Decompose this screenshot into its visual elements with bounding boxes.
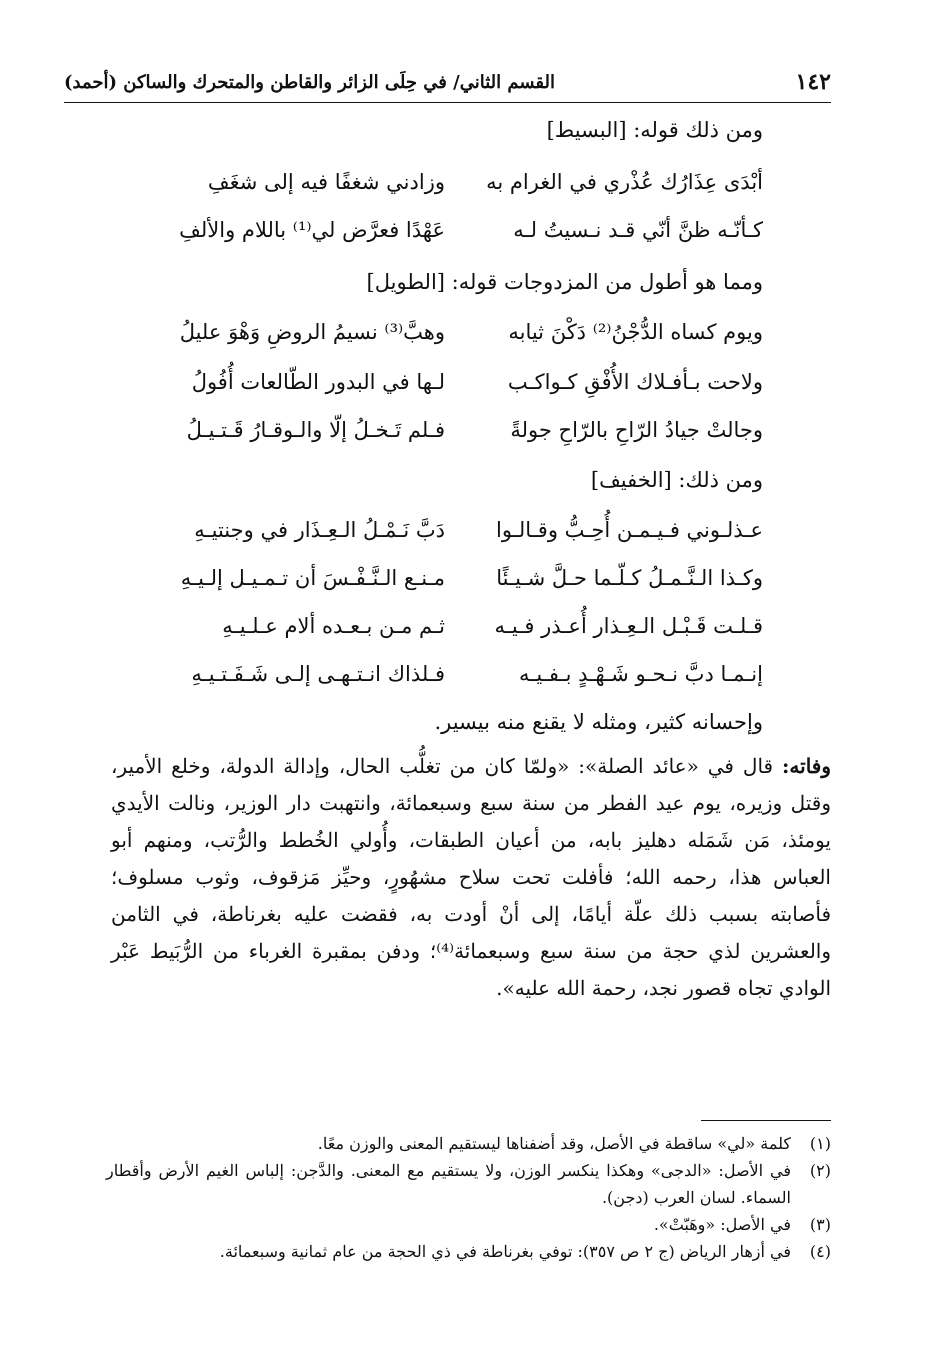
verse-left-hemistich: وزادني شغفًا فيه إلى شغَفِ bbox=[207, 170, 445, 194]
verse-right-hemistich: قـلـت قَـبْـل الـعِـذار أُعـذر فـيـه bbox=[494, 614, 763, 638]
verse-left-hemistich: لـها في البدور الطّالعات أُفُولُ bbox=[191, 370, 445, 394]
verse-left-hemistich: ثـم مـن بـعـده ألام عـلـيـهِ bbox=[222, 614, 445, 638]
verse-right-hemistich: وكـذا الـنَّـمـلُ كـلّـما حـلَّ شـيـئًا bbox=[496, 566, 763, 590]
footnote-text: كلمة «لي» ساقطة في الأصل، وقد أضفناها ليستقيم المعنى والوزن معًا. bbox=[317, 1134, 791, 1153]
footnote-text: في الأصل: «الدجى» وهكذا ينكسر الوزن، ولا يستقيم مع المعنى. والدَّجن: إلباس الغيم الأرض وأقطار السماء. لسان العرب (دجن). bbox=[106, 1161, 791, 1207]
verse-right-hemistich: وجالتْ جيادُ الرّاحِ بالرّاحِ جولةً bbox=[510, 418, 763, 442]
poem-intro-3: ومن ذلك: [الخفيف] bbox=[590, 468, 763, 492]
page-number: ١٤٢ bbox=[795, 69, 831, 95]
footnotes bbox=[106, 1130, 831, 1265]
death-section bbox=[111, 748, 831, 1007]
closing-line: وإحسانه كثير، ومثله لا يقنع منه بيسير. bbox=[434, 710, 763, 734]
verse-left-hemistich: فـلذاك انـتـهـى إلـى شَـفَـتـيـهِ bbox=[191, 662, 445, 686]
verse-right-hemistich: إنـمـا دبَّ نـحـو شَـهْـدٍ بـفـيـه bbox=[518, 662, 763, 686]
footnote bbox=[106, 1238, 831, 1265]
verse-right-hemistich: كـأنّـه ظنَّ أنّي قـد نـسيتُ لـه bbox=[513, 218, 763, 242]
footnote-number: (٢) bbox=[809, 1161, 831, 1180]
running-title: القسم الثاني/ في حِلَى الزائر والقاطن والمتحرك والساكن (أحمد) bbox=[64, 71, 556, 93]
verse-left-hemistich: مـنـع الـنَّـفْـسَ أن تـمـيـل إلـيـهِ bbox=[180, 566, 445, 590]
footnote-number: (٣) bbox=[809, 1215, 831, 1234]
poem-intro-1: ومن ذلك قوله: [البسيط] bbox=[546, 118, 763, 142]
footnote-number: (٤) bbox=[809, 1242, 831, 1261]
verse-right-hemistich: أبْدَى عِذَارُك عُذْري في الغرام به bbox=[486, 170, 763, 194]
verse-left-hemistich: وهبَّ⁽³⁾ نسيمُ الروضِ وَهْوَ عليلُ bbox=[179, 320, 445, 344]
footnote-text: في أزهار الرياض (ج ٢ ص ٣٥٧): توفي بغرناطة في ذي الحجة من عام ثمانية وسبعمائة. bbox=[219, 1242, 791, 1261]
verse-right-hemistich: ويوم كساه الدُّجْنُ⁽²⁾ دَكْنَ ثيابه bbox=[508, 320, 763, 344]
verse-left-hemistich: دَبَّ نَـمْـلُ الـعِـذَار في وجنتيـهِ bbox=[194, 518, 445, 542]
footnote-number: (١) bbox=[809, 1134, 831, 1153]
footnote-divider bbox=[701, 1120, 831, 1121]
verse-right-hemistich: عـذلـوني فـيـمـن أُحِـبُّ وقـالـوا bbox=[496, 518, 763, 542]
verse-right-hemistich: ولاحت بـأفـلاك الأُفْقِ كـواكـب bbox=[507, 370, 763, 394]
footnote-text: في الأصل: «وهَبّتْ». bbox=[653, 1215, 791, 1234]
death-heading: وفاته: bbox=[782, 754, 832, 778]
poem-intro-2: ومما هو أطول من المزدوجات قوله: [الطويل] bbox=[366, 270, 763, 294]
death-text: قال في «عائد الصلة»: «ولمّا كان من تغلُّب الحال، وإدالة الدولة، وخلع الأمير، وقتل وزيره، يوم عيد الفطر من سنة سبع وسبعمائة، وانتهبت دار الوزير، ونالت الأيدي يومئذ، مَن شَمَله دهليز بابه، من أعيان الطبقات، وأُولي الخُطط والرُّتب، ومنهم أبو العباس هذا، رحمه الله؛ فأفلت تحت سلاح مشهُورٍ، وحيِّز مَزقوف، وثوب مسلوف؛ فأصابته بسبب ذلك علّة أيامًا، إلى أنْ أودت به، فقضت عليه بغرناطة، في الثامن والعشرين لذي حجة من سنة سبع وسبعمائة⁽⁴⁾؛ ودفن بمقبرة الغرباء من الرُّبَيط عَبْر الوادي تجاه قصور نجد، رحمة الله عليه». bbox=[111, 754, 832, 1000]
footnote bbox=[106, 1130, 831, 1157]
footnote bbox=[106, 1211, 831, 1238]
footnote bbox=[106, 1157, 831, 1211]
verse-left-hemistich: عَهْدًا فعرَّض لي⁽¹⁾ باللام والألفِ bbox=[179, 218, 445, 242]
verse-left-hemistich: فـلم تَـخـلُ إلّا والـوقـارُ قَـتـيـلُ bbox=[186, 418, 445, 442]
page-header bbox=[64, 62, 831, 103]
